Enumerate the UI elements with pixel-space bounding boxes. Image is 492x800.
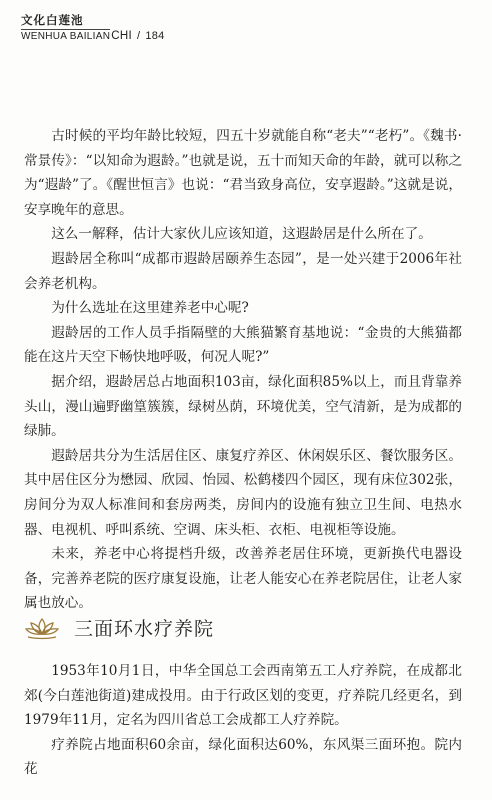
page-number: 184 xyxy=(145,30,165,42)
book-title-pinyin-suffix: CHI xyxy=(111,30,132,42)
paragraph: 为什么选址在这里建养老中心呢? xyxy=(51,300,249,317)
section-text xyxy=(24,659,462,782)
book-title: 文化白莲池 xyxy=(21,13,84,27)
paragraph: 遐龄居的工作人员手指隔壁的大熊猫繁育基地说：“金贵的大熊猫都能在这片天空下畅快地呼吸，何况人呢?” xyxy=(24,324,462,366)
paragraph: 遐龄居全称叫“成都市遐龄居颐养生态园”，是一处兴建于2006年社会养老机构。 xyxy=(24,250,462,292)
paragraph: 疗养院占地面积60余亩，绿化面积达60%，东风渠三面环抱。院内花 xyxy=(24,736,462,778)
paragraph: 这么一解释，估计大家伙儿应该知道，这遐龄居是什么所在了。 xyxy=(51,226,432,243)
paragraph: 遐龄居共分为生活居住区、康复疗养区、休闲娱乐区、餐饮服务区。其中居住区分为懋园、欣园、怡园、松鹤楼四个园区，现有床位302张，房间分为双人标准间和套房两类，房间内的设施有独立卫生间、电热水器、电视机、呼叫系统、空调、床头柜、衣柜、电视柜等设施。 xyxy=(24,447,462,538)
main-text xyxy=(24,124,462,616)
book-title-pinyin-row xyxy=(21,29,165,42)
running-header xyxy=(21,12,165,42)
paragraph: 1953年10月1日，中华全国总工会西南第五工人疗养院，在成都北郊(今白莲池街道)建成投用。由于行政区划的变更，疗养院几经更名，到1979年11月，定名为四川省总工会成都工人疗养院。 xyxy=(24,663,462,729)
section-heading xyxy=(24,614,214,641)
lotus-icon xyxy=(24,616,60,640)
book-title-pinyin: WENHUA BAILIAN xyxy=(21,31,111,42)
header-separator: / xyxy=(136,30,141,42)
paragraph: 未来，养老中心将提档升级，改善养老居住环境，更新换代电器设备，完善养老院的医疗康复设施，让老人能安心在养老院居住，让老人家属也放心。 xyxy=(24,546,462,612)
section-title: 三面环水疗养院 xyxy=(74,618,215,640)
paragraph: 古时候的平均年龄比较短，四五十岁就能自称“老夫”“老朽”。《魏书·常景传》：“以知命为遐龄。”也就是说，五十而知天命的年龄，就可以称之为“遐龄”了。《醒世恒言》也说：“君当致身高位，安享遐龄。”这就是说，安享晚年的意思。 xyxy=(24,128,462,218)
paragraph: 据介绍，遐龄居总占地面积103亩，绿化面积85%以上，而且背靠养头山，漫山遍野幽篁簇簇，绿树丛荫，环境优美，空气清新，是为成都的绿肺。 xyxy=(24,373,462,440)
